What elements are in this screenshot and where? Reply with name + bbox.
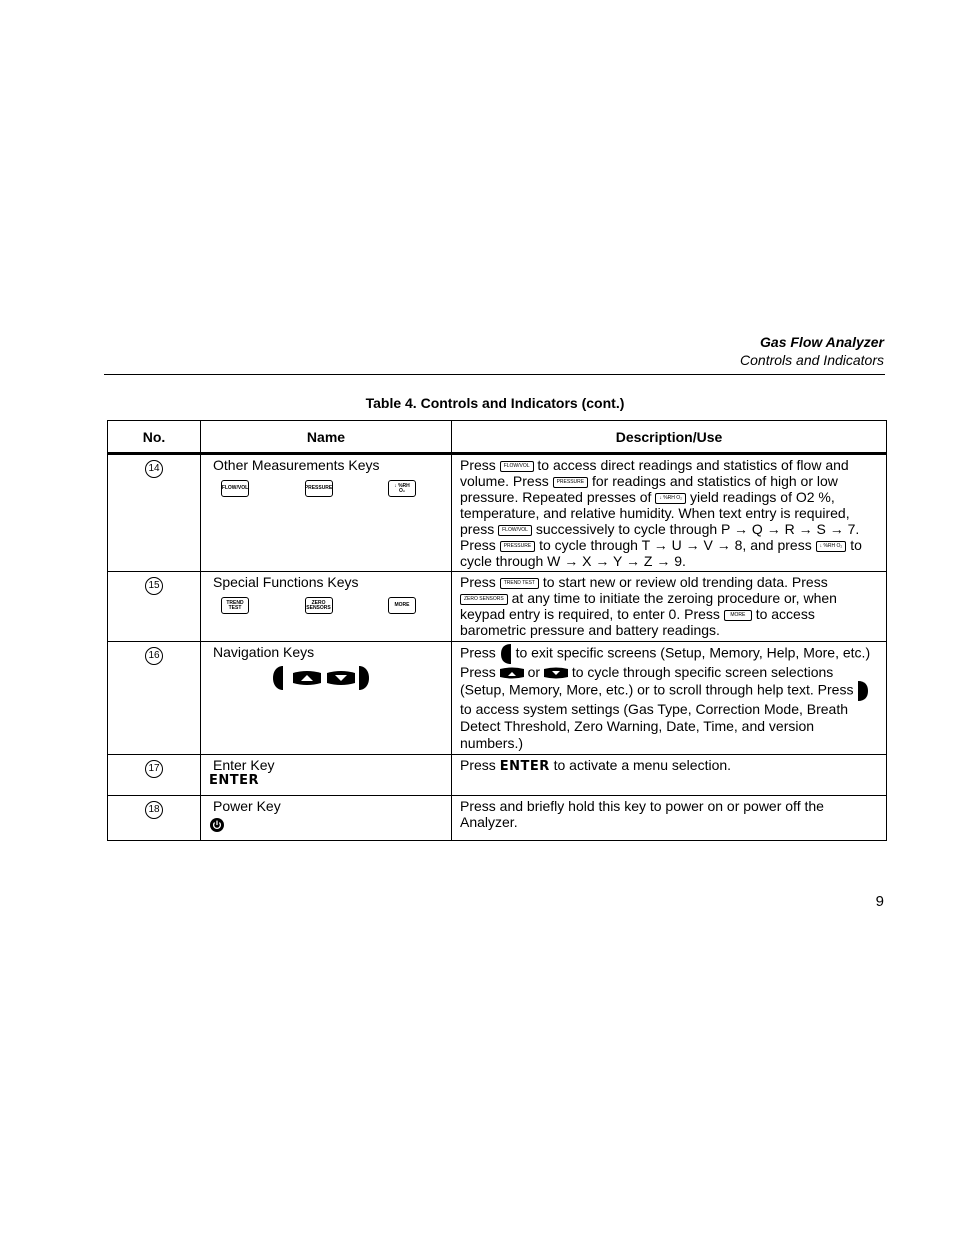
rh-o2-key-icon: ↓ %RH O₂ — [816, 541, 847, 552]
item-number: 15 — [145, 577, 163, 595]
item-name: Enter Key — [213, 757, 275, 773]
pressure-key-icon: PRESSURE — [553, 477, 589, 488]
table-header-row — [108, 421, 887, 454]
back-key-icon — [273, 666, 283, 690]
item-name: Navigation Keys — [213, 644, 315, 660]
rh-o2-key-icon: ↓ %RH O₂ — [655, 493, 686, 504]
item-description: Press ENTER to activate a menu selection. — [452, 755, 887, 796]
item-description: Press TREND TEST to start new or review old trending data. Press ZERO SENSORS at any time to initiate the zeroing procedure or, when keypad entry is required, to enter 0. Press MORE to access barometric pressure and battery readings. — [452, 572, 887, 642]
trend-test-key-icon: TREND TEST — [221, 597, 249, 614]
item-number: 14 — [145, 460, 163, 478]
flow-vol-key-icon: FLOW/VOL — [500, 461, 534, 472]
zero-sensors-key-icon: ZERO SENSORS — [460, 594, 508, 605]
table-row — [108, 755, 887, 796]
up-key-icon — [500, 667, 524, 679]
pressure-key-icon: PRESSURE — [305, 480, 333, 497]
enter-key-icon: ENTER — [499, 759, 550, 774]
page-number: 9 — [875, 893, 884, 910]
controls-table — [107, 420, 887, 841]
setup-key-icon — [359, 666, 369, 690]
table-row — [108, 642, 887, 755]
navigation-keys-icon — [271, 665, 371, 691]
table-row — [108, 454, 887, 572]
item-name: Power Key — [213, 798, 281, 814]
header-rule — [104, 374, 885, 375]
down-key-icon — [544, 667, 568, 679]
setup-key-icon — [857, 681, 869, 701]
table-row — [108, 796, 887, 841]
trend-test-key-icon: TREND TEST — [500, 578, 539, 589]
col-header-no: No. — [108, 421, 201, 454]
zero-sensors-key-icon: ZERO SENSORS — [305, 597, 333, 614]
item-description: Press FLOW/VOL to access direct readings and statistics of flow and volume. Press PRESSURE for readings and statistics of high or low pressure. Repeated presses of ↓ %RH O₂ yield readings of O2 %, temperature, and relative humidity. When text entry is required, press FLOW/VOL successively to cycle through P → Q → R → S → 7. Press PRESSURE to cycle through T → U → V → 8, and press ↓ %RH O₂ to cycle through W → X → Y → Z → 9. — [452, 454, 887, 572]
more-key-icon: MORE — [388, 597, 416, 614]
running-header-subtitle: Controls and Indicators — [740, 352, 884, 368]
key-group — [221, 597, 416, 614]
item-name: Other Measurements Keys — [213, 457, 380, 473]
item-number: 16 — [145, 647, 163, 665]
item-number: 17 — [145, 760, 163, 778]
pressure-key-icon: PRESSURE — [500, 541, 536, 552]
back-key-icon — [500, 644, 512, 664]
power-icon — [210, 818, 224, 832]
rh-o2-key-icon: ↓ %RH O₂ — [388, 480, 416, 497]
item-name: Special Functions Keys — [213, 574, 359, 590]
flow-vol-key-icon: FLOW/VOL — [221, 480, 249, 497]
flow-vol-key-icon: FLOW/VOL — [498, 525, 532, 536]
table-row — [108, 572, 887, 642]
item-description: Press and briefly hold this key to power on or power off the Analyzer. — [452, 796, 887, 841]
enter-key-icon: ENTER — [209, 773, 260, 788]
table-caption: Table 4. Controls and Indicators (cont.) — [365, 395, 625, 411]
key-group — [221, 480, 416, 497]
col-header-name: Name — [201, 421, 452, 454]
col-header-desc: Description/Use — [452, 421, 887, 454]
more-key-icon: MORE — [724, 610, 752, 621]
running-header-title: Gas Flow Analyzer — [760, 334, 884, 350]
item-number: 18 — [145, 801, 163, 819]
item-description: Press to exit specific screens (Setup, Memory, Help, More, etc.) Press or to cycle through specific screen selections (Setup, Memory, More, etc.) or to scroll through help text. Press to access system settings (Gas Type, Correction Mode, Breath Detect Threshold, Zero Warning, Date, Time, and version numbers.) — [452, 642, 887, 755]
